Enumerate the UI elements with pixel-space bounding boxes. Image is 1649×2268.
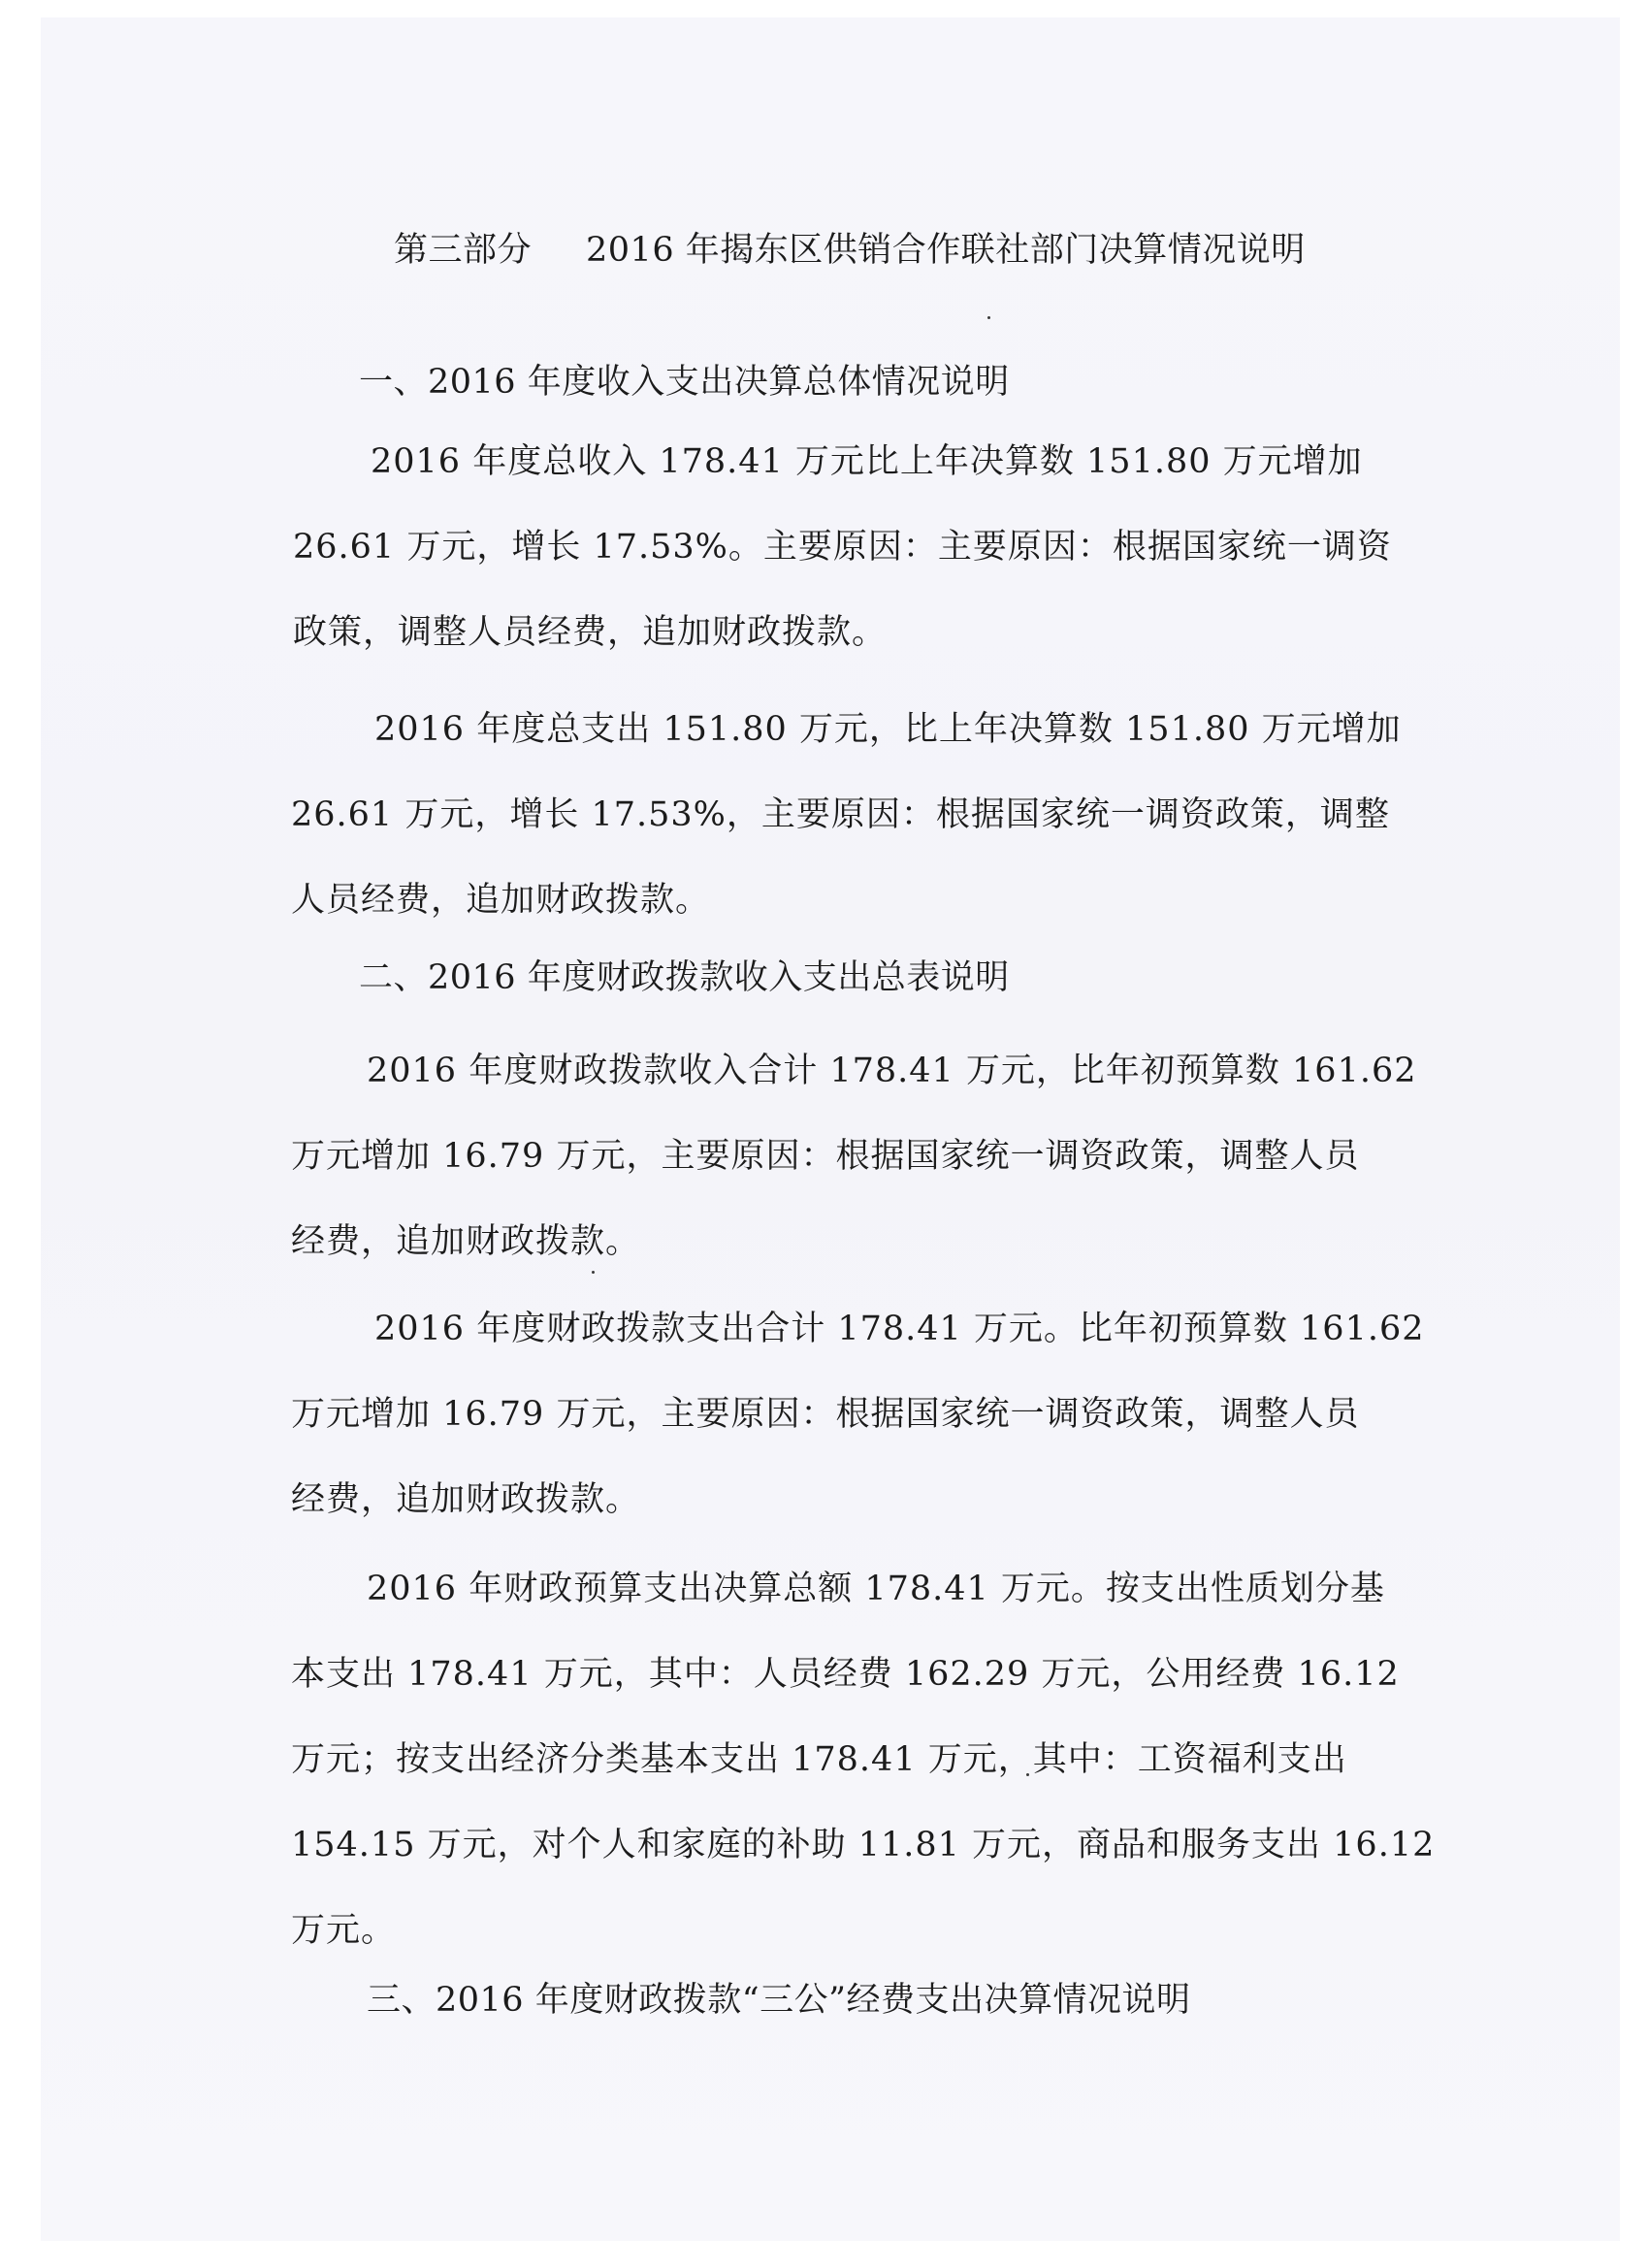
paragraph-line: 万元。 [291,1911,397,1950]
section-heading-3: 三、2016 年度财政拨款“三公”经费支出决算情况说明 [367,1981,1191,2020]
paragraph-2-3 [291,1546,1436,1973]
document-title [394,223,1461,272]
paragraph-line: 2016 年度总支出 151.80 万元，比上年决算数 151.80 万元增加 [374,710,1402,749]
paragraph-2-2 [291,1286,1425,1542]
paragraph-1-1 [293,419,1406,675]
paragraph-line: 万元增加 16.79 万元，主要原因：根据国家统一调资政策，调整人员 [291,1137,1360,1176]
paragraph-line: 26.61 万元，增长 17.53%。主要原因：主要原因：根据国家统一调资 [293,528,1392,567]
paragraph-2-1 [291,1028,1417,1284]
paragraph-line: 经费，追加财政拨款。 [291,1480,641,1519]
section-heading-2: 二、2016 年度财政拨款收入支出总表说明 [359,958,1010,997]
paragraph-line: 万元增加 16.79 万元，主要原因：根据国家统一调资政策，调整人员 [291,1395,1360,1434]
paragraph-line: 经费，追加财政拨款。 [291,1222,641,1261]
section-heading-1: 一、2016 年度收入支出决算总体情况说明 [359,363,1010,402]
paragraph-line: 本支出 178.41 万元，其中：人员经费 162.29 万元，公用经费 16.12 [291,1655,1400,1694]
title-part-label: 第三部分 [394,231,533,270]
scan-speck [987,316,990,319]
paragraph-line: 26.61 万元，增长 17.53%，主要原因：根据国家统一调资政策，调整 [291,795,1390,834]
title-text: 2016 年揭东区供销合作联社部门决算情况说明 [586,231,1306,270]
paragraph-line: 2016 年度财政拨款支出合计 178.41 万元。比年初预算数 161.62 [374,1310,1425,1348]
paragraph-line: 万元；按支出经济分类基本支出 178.41 万元，其中：工资福利支出 [291,1740,1347,1779]
paragraph-line: 154.15 万元，对个人和家庭的补助 11.81 万元，商品和服务支出 16.12 [291,1826,1436,1864]
paragraph-line: 人员经费，追加财政拨款。 [291,881,711,920]
paragraph-line: 2016 年度总收入 178.41 万元比上年决算数 151.80 万元增加 [371,442,1363,481]
paragraph-line: 2016 年度财政拨款收入合计 178.41 万元，比年初预算数 161.62 [367,1052,1417,1090]
paragraph-line: 2016 年财政预算支出决算总额 178.41 万元。按支出性质划分基 [367,1570,1385,1608]
paragraph-1-2 [291,687,1422,943]
paragraph-line: 政策，调整人员经费，追加财政拨款。 [293,613,888,652]
